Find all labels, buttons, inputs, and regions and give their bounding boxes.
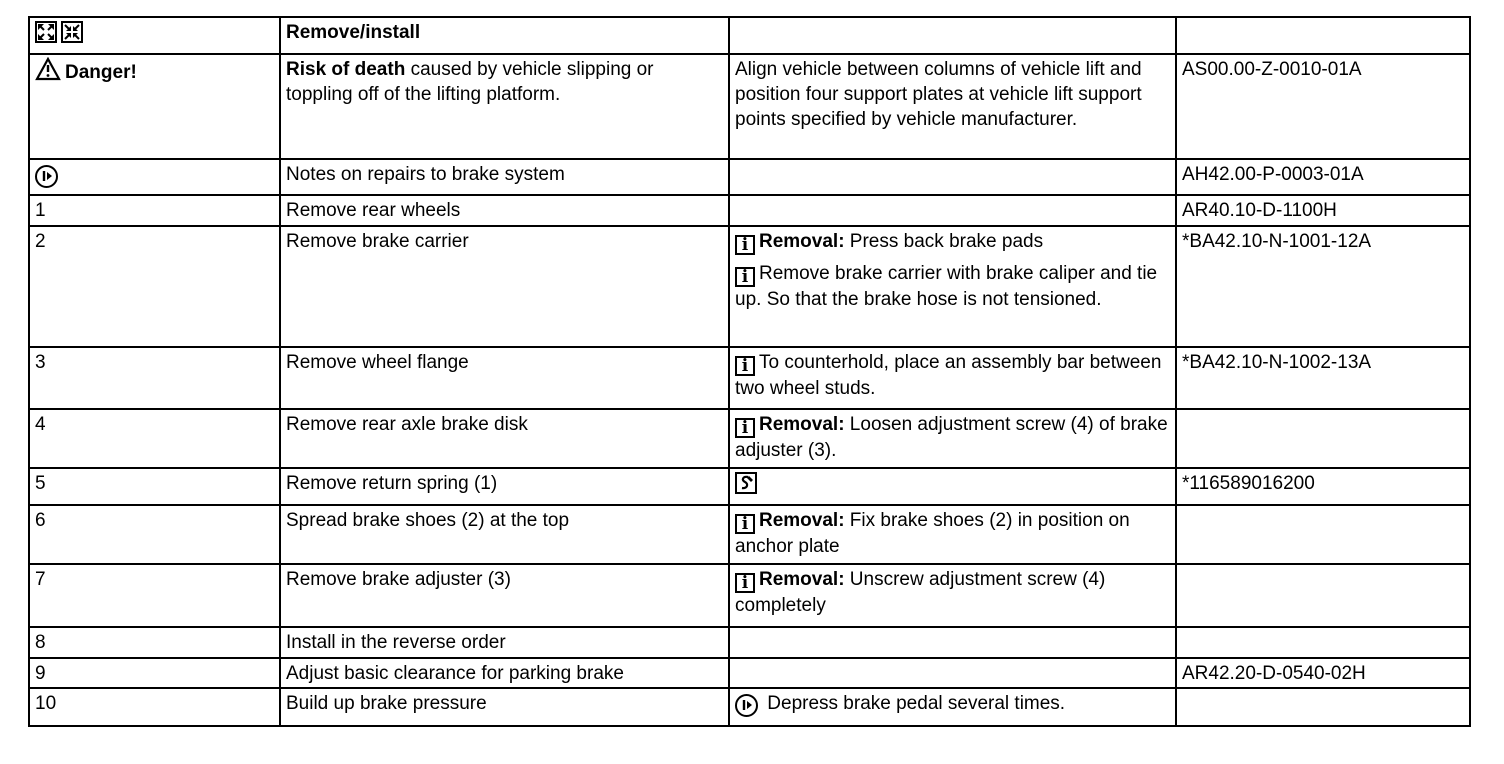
step-number: 10 <box>29 688 280 726</box>
info-i-icon: i <box>735 573 755 593</box>
table-row: 3 Remove wheel flange i To counterhold, place an assembly bar between two wheel studs. *BA42.10-N-1002-13A <box>29 347 1470 409</box>
step-text: Build up brake pressure <box>280 688 729 726</box>
danger-risk-text: caused by vehicle slipping or toppling off of the lifting platform. <box>286 59 654 105</box>
reference-link[interactable]: *116589016200 <box>1176 468 1470 505</box>
info-i-icon: i <box>735 418 755 438</box>
reference-link[interactable] <box>1176 505 1470 564</box>
danger-measure: Align vehicle between columns of vehicle lift and position four support plates at vehicle lift support points specified by vehicle manufacturer. <box>729 54 1176 159</box>
reference-link[interactable]: AR42.20-D-0540-02H <box>1176 658 1470 688</box>
danger-row <box>29 54 1470 159</box>
step-text: Remove rear axle brake disk <box>280 409 729 468</box>
table-row <box>29 468 1470 505</box>
expand-icon[interactable] <box>35 21 57 43</box>
table-row: 2 Remove brake carrier i Removal: Press back brake pads i Remove brake carrier with brake caliper and tie up. So that the brake hose is not tensioned. *BA42.10-N-1001-12A <box>29 226 1470 347</box>
table-header-row <box>29 17 1470 54</box>
step-number: 7 <box>29 564 280 627</box>
step-number: 9 <box>29 658 280 688</box>
special-tool-icon[interactable] <box>735 472 757 494</box>
procedure-table <box>28 16 1471 727</box>
notes-text: Notes on repairs to brake system <box>280 159 729 195</box>
reference-link[interactable]: *BA42.10-N-1002-13A <box>1176 347 1470 409</box>
reference-link[interactable]: AR40.10-D-1100H <box>1176 195 1470 226</box>
info-i-icon: i <box>735 267 755 287</box>
reference-link[interactable] <box>1176 409 1470 468</box>
warning-triangle-icon <box>35 57 61 81</box>
table-row: 7 Remove brake adjuster (3) i Removal: Unscrew adjustment screw (4) completely <box>29 564 1470 627</box>
info-i-icon: i <box>735 514 755 534</box>
collapse-icon[interactable] <box>61 21 83 43</box>
step-text: Install in the reverse order <box>280 627 729 658</box>
reference-link[interactable] <box>1176 564 1470 627</box>
reference-link[interactable] <box>1176 688 1470 726</box>
info-i-icon: i <box>735 356 755 376</box>
step-number: 3 <box>29 347 280 409</box>
step-number: 5 <box>29 468 280 505</box>
danger-label: Danger! <box>65 62 137 83</box>
table-row <box>29 658 1470 688</box>
table-row: 10 Build up brake pressure Depress brake pedal several times. <box>29 688 1470 726</box>
step-text: Remove return spring (1) <box>280 468 729 505</box>
table-row <box>29 627 1470 658</box>
view-controls <box>29 17 280 54</box>
step-text: Spread brake shoes (2) at the top <box>280 505 729 564</box>
step-number: 4 <box>29 409 280 468</box>
step-text: Remove rear wheels <box>280 195 729 226</box>
reference-link[interactable]: *BA42.10-N-1001-12A <box>1176 226 1470 347</box>
step-text: Remove brake carrier <box>280 226 729 347</box>
table-row: 4 Remove rear axle brake disk i Removal: Loosen adjustment screw (4) of brake adjuster (3). <box>29 409 1470 468</box>
info-i-icon: i <box>735 235 755 255</box>
note-circle-icon <box>735 694 758 717</box>
notes-row <box>29 159 1470 195</box>
reference-link[interactable]: AS00.00-Z-0010-01A <box>1176 54 1470 159</box>
step-number: 8 <box>29 627 280 658</box>
reference-link[interactable] <box>1176 627 1470 658</box>
note-circle-icon <box>35 165 58 188</box>
step-number: 1 <box>29 195 280 226</box>
step-text: Remove brake adjuster (3) <box>280 564 729 627</box>
table-row <box>29 195 1470 226</box>
danger-risk-bold: Risk of death <box>286 59 406 80</box>
reference-link[interactable]: AH42.00-P-0003-01A <box>1176 159 1470 195</box>
table-row: 6 Spread brake shoes (2) at the top i Removal: Fix brake shoes (2) in position on anchor plate <box>29 505 1470 564</box>
step-number: 2 <box>29 226 280 347</box>
table-heading: Remove/install <box>280 17 729 54</box>
step-text: Adjust basic clearance for parking brake <box>280 658 729 688</box>
step-number: 6 <box>29 505 280 564</box>
step-text: Remove wheel flange <box>280 347 729 409</box>
